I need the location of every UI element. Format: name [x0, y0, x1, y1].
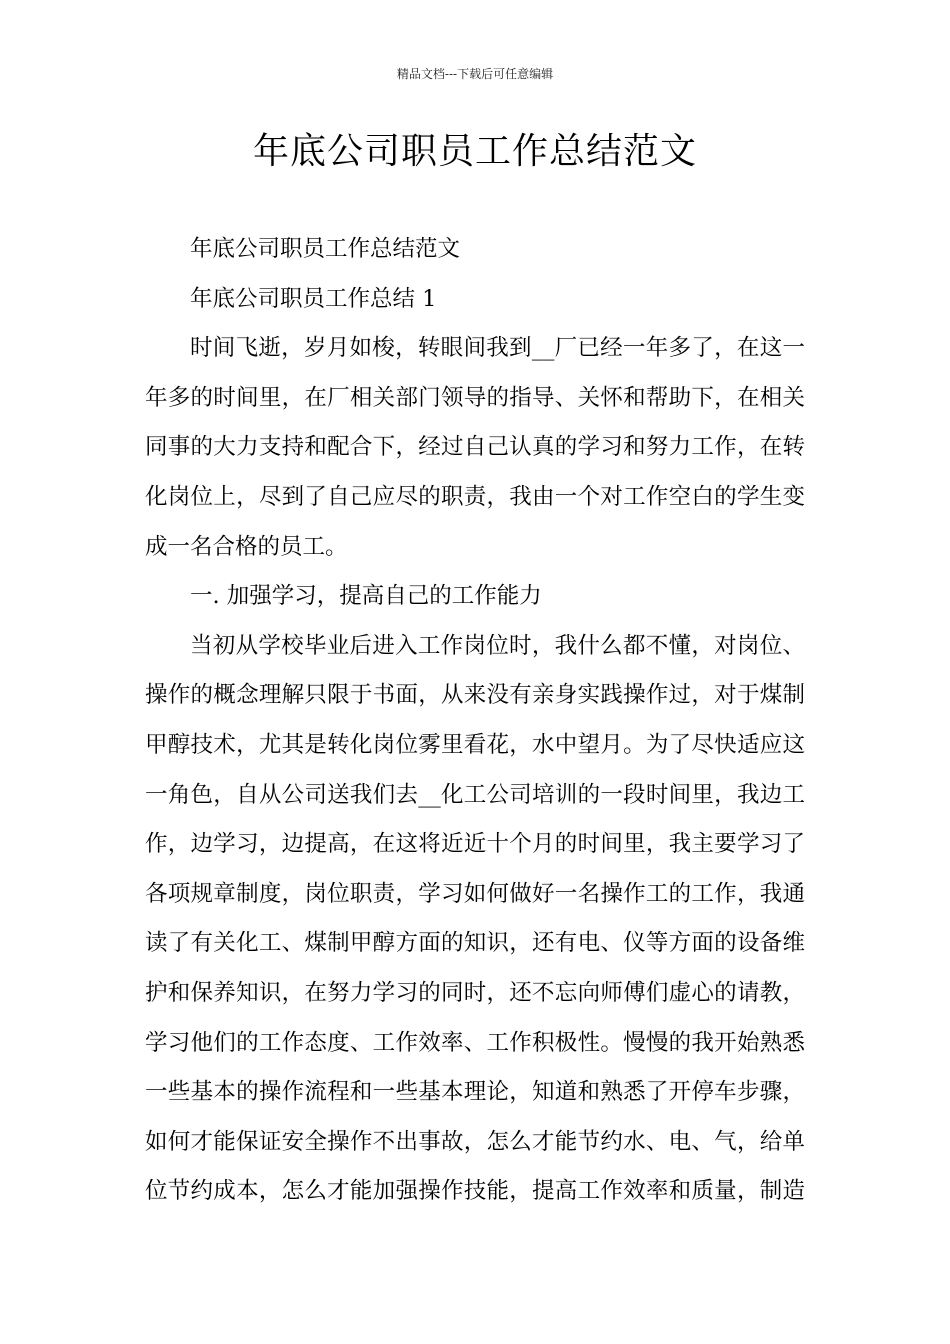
- body-line: 一些基本的操作流程和一些基本理论，知道和熟悉了开停车步骤，: [145, 1079, 805, 1106]
- body-line: 如何才能保证安全操作不出事故，怎么才能节约水、电、气，给单: [145, 1128, 805, 1155]
- body-line: 位节约成本，怎么才能加强操作技能，提高工作效率和质量，制造: [145, 1178, 805, 1205]
- body-line: 成一名合格的员工。: [145, 533, 348, 560]
- body-line: 学习他们的工作态度、工作效率、工作积极性。慢慢的我开始熟悉: [145, 1029, 805, 1056]
- body-line: 护和保养知识，在努力学习的同时，还不忘向师傅们虚心的请教，: [145, 979, 805, 1006]
- header-note: 精品文档---下载后可任意编辑: [396, 67, 554, 81]
- body-line: 同事的大力支持和配合下，经过自己认真的学习和努力工作，在转: [145, 434, 805, 461]
- body-line: 一. 加强学习，提高自己的工作能力: [190, 583, 542, 610]
- body-line: 读了有关化工、煤制甲醇方面的知识，还有电、仪等方面的设备维: [145, 930, 805, 957]
- body-line: 时间飞逝，岁月如梭，转眼间我到__厂已经一年多了，在这一: [190, 335, 805, 362]
- body-line: 化岗位上，尽到了自己应尽的职责，我由一个对工作空白的学生变: [145, 483, 805, 510]
- body-line: 作，边学习，边提高，在这将近近十个月的时间里，我主要学习了: [145, 831, 805, 858]
- document-title: 年底公司职员工作总结范文: [252, 131, 697, 172]
- body-line: 年底公司职员工作总结 1: [190, 285, 437, 312]
- body-line: 年多的时间里，在厂相关部门领导的指导、关怀和帮助下，在相关: [145, 384, 805, 411]
- body-line: 年底公司职员工作总结范文: [190, 236, 461, 262]
- body-line: 操作的概念理解只限于书面，从来没有亲身实践操作过，对于煤制: [145, 682, 805, 709]
- body-line: 甲醇技术，尤其是转化岗位雾里看花，水中望月。为了尽快适应这: [145, 731, 805, 758]
- body-line: 当初从学校毕业后进入工作岗位时，我什么都不懂，对岗位、: [190, 632, 805, 659]
- body-line: 各项规章制度，岗位职责，学习如何做好一名操作工的工作，我通: [145, 880, 805, 907]
- body-line: 一角色，自从公司送我们去__化工公司培训的一段时间里，我边工: [145, 781, 805, 808]
- document-body: [145, 225, 805, 1217]
